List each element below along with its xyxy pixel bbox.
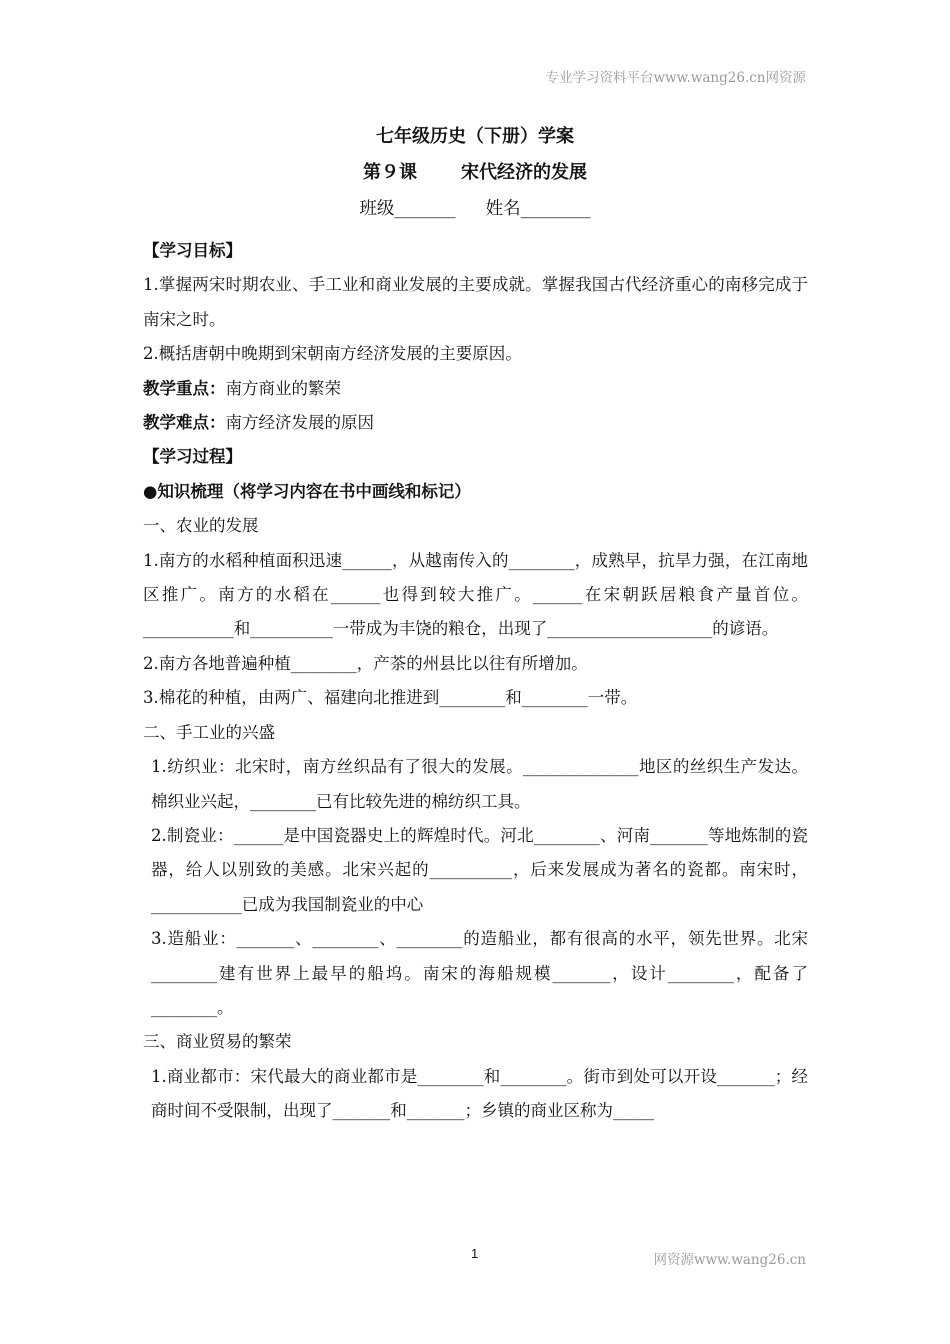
lesson-heading bbox=[0, 158, 950, 184]
objective-item-2: 2.概括唐朝中晚期到宋朝南方经济发展的主要原因。 bbox=[143, 344, 522, 364]
section-3-item-1: 1.商业都市：宋代最大的商业都市是________和________。街市到处可以开设_______；经商时间不受限制，出现了_______和_______；乡镇的商业区称为_____ bbox=[151, 1066, 808, 1121]
name-field: 姓名________ bbox=[485, 199, 591, 219]
section-1-title: 一、农业的发展 bbox=[143, 516, 259, 536]
section-2-item-3: 3.造船业：_______、________、________的造船业，都有很高的水平，领先世界。北宋________建有世界上最早的船坞。南宋的海船规模_______，设计________，配备了________。 bbox=[151, 929, 808, 1017]
section-3-title: 三、商业贸易的繁荣 bbox=[143, 1032, 292, 1052]
teaching-difficulty bbox=[143, 406, 808, 440]
section-2-item-1: 1.纺织业：北宋时，南方丝织品有了很大的发展。______________地区的丝织生产发达。棉织业兴起，________已有比较先进的棉纺织工具。 bbox=[151, 757, 808, 811]
knowledge-heading: ●知识梳理（将学习内容在书中画线和标记） bbox=[143, 481, 471, 501]
teaching-key-text: 南方商业的繁荣 bbox=[225, 378, 341, 398]
watermark-bottom: 网资源www.wang26.cn bbox=[653, 1252, 806, 1268]
objective-item-1: 1.掌握两宋时期农业、手工业和商业发展的主要成就。掌握我国古代经济重心的南移完成于南宋之时。 bbox=[143, 275, 808, 329]
watermark-top: 专业学习资料平台www.wang26.cn网资源 bbox=[545, 70, 806, 86]
section-2-title: 二、手工业的兴盛 bbox=[143, 722, 275, 742]
page-number: 1 bbox=[471, 1246, 479, 1261]
lesson-name: 宋代经济的发展 bbox=[461, 162, 587, 183]
section-1-item-1: 1.南方的水稻种植面积迅速______，从越南传入的________，成熟早，抗旱力强，在江南地区推广。南方的水稻在______也得到较大推广。______在宋朝跃居粮食产量首位。___________和__________一带成为丰饶的粮仓，出现了____________________的谚语。 bbox=[143, 550, 808, 639]
teaching-key-point bbox=[143, 372, 808, 406]
process-heading: 【学习过程】 bbox=[143, 447, 242, 467]
section-1-item-3: 3.棉花的种植，由两广、福建向北推进到________和________一带。 bbox=[143, 688, 638, 708]
section-2-item-2: 2.制瓷业：______是中国瓷器史上的辉煌时代。河北________、河南_______等地炼制的瓷器，给人以别致的美感。北宋兴起的__________，后来发展成为著名的瓷都。南宋时，___________已成为我国制瓷业的中心 bbox=[151, 825, 808, 914]
section-1-item-2: 2.南方各地普遍种植________，产茶的州县比以往有所增加。 bbox=[143, 653, 588, 673]
page-title: 七年级历史（下册）学案 bbox=[376, 126, 574, 147]
student-info-line bbox=[0, 195, 950, 220]
teaching-difficulty-label: 教学难点： bbox=[143, 413, 226, 433]
teaching-key-label: 教学重点： bbox=[143, 378, 226, 398]
teaching-difficulty-text: 南方经济发展的原因 bbox=[225, 413, 374, 433]
lesson-number: 第９课 bbox=[363, 162, 417, 183]
objectives-heading: 【学习目标】 bbox=[143, 241, 242, 260]
worksheet-body bbox=[143, 234, 808, 1129]
class-field: 班级_______ bbox=[359, 199, 456, 219]
